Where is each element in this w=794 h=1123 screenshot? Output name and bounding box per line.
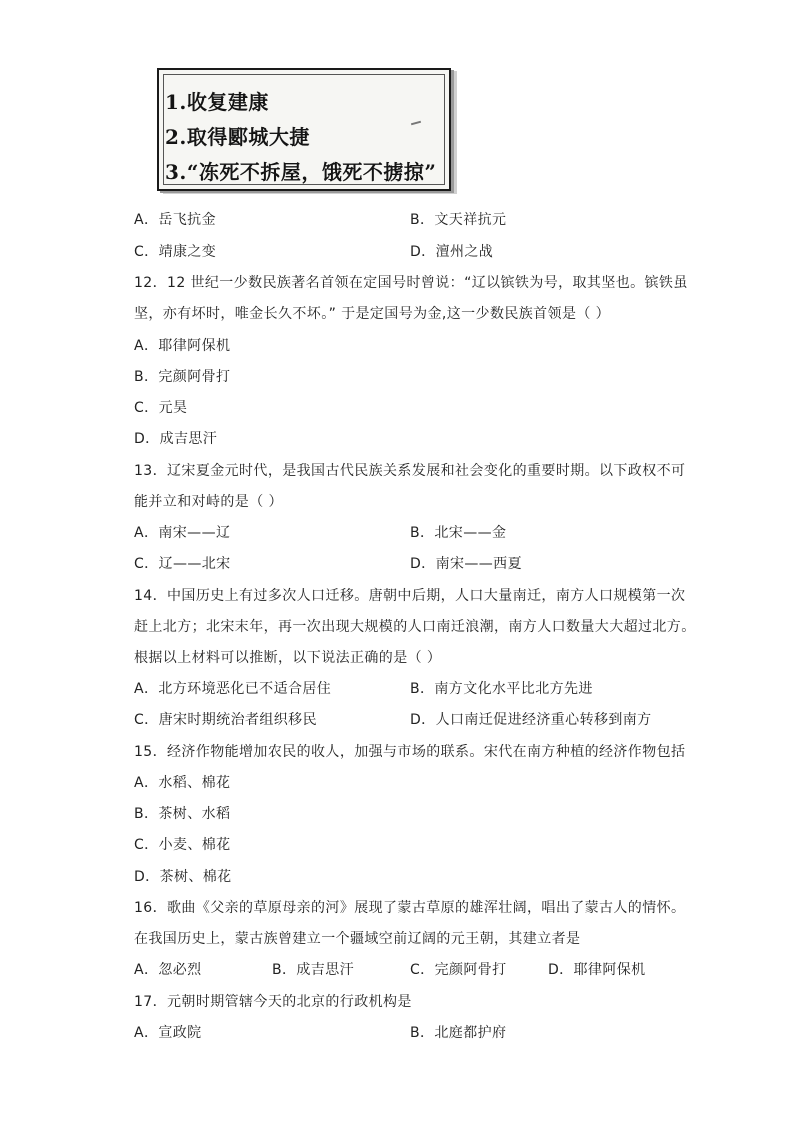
q14-stem-line-1: 14．中国历史上有过多次人口迁移。唐朝中后期，人口大量南迁，南方人口规模第一次 (134, 588, 686, 604)
q13-stem-line-2: 能并立和对峙的是（ ） (134, 494, 283, 510)
q11-option-c[interactable]: C．靖康之变 (134, 244, 217, 260)
q17-stem-line-1: 17．元朝时期管辖今天的北京的行政机构是 (134, 994, 412, 1010)
q14-stem-line-2: 赶上北方；北宋末年，再一次出现大规模的人口南迁浪潮，南方人口数量大大超过北方。 (134, 619, 696, 635)
clue-line-1: 1.收复建康 (165, 90, 269, 114)
q12-option-c[interactable]: C．元昊 (134, 400, 188, 416)
q13-option-b[interactable]: B．北宋——金 (410, 525, 507, 541)
q16-option-d[interactable]: D．耶律阿保机 (548, 962, 646, 978)
q12-option-b[interactable]: B．完颜阿骨打 (134, 369, 231, 385)
q15-stem-line-1: 15．经济作物能增加农民的收人，加强与市场的联系。宋代在南方种植的经济作物包括 (134, 744, 686, 760)
q14-stem-line-3: 根据以上材料可以推断，以下说法正确的是（ ） (134, 650, 442, 666)
q16-stem-line-2: 在我国历史上，蒙古族曾建立一个疆域空前辽阔的元王朝，其建立者是 (134, 931, 581, 947)
q17-option-a[interactable]: A．宣政院 (134, 1025, 202, 1041)
q16-option-c[interactable]: C．完颜阿骨打 (410, 962, 507, 978)
q16-option-a[interactable]: A．忽必烈 (134, 962, 202, 978)
q15-option-c[interactable]: C．小麦、棉花 (134, 837, 231, 853)
q14-option-b[interactable]: B．南方文化水平比北方先进 (410, 681, 593, 697)
q14-option-c[interactable]: C．唐宋时期统治者组织移民 (134, 712, 317, 728)
q15-option-a[interactable]: A．水稻、棉花 (134, 775, 231, 791)
q16-option-b[interactable]: B．成吉思汗 (272, 962, 355, 978)
q13-stem-line-1: 13．辽宋夏金元时代，是我国古代民族关系发展和社会变化的重要时期。以下政权不可 (134, 463, 686, 479)
q11-option-a[interactable]: A．岳飞抗金 (134, 212, 216, 228)
q12-option-d[interactable]: D．成吉思汗 (134, 431, 218, 447)
clue-line-2: 2.取得郾城大捷 (165, 125, 310, 149)
q11-option-b[interactable]: B．文天祥抗元 (410, 212, 507, 228)
q12-option-a[interactable]: A．耶律阿保机 (134, 338, 231, 354)
q14-option-d[interactable]: D．人口南迁促进经济重心转移到南方 (410, 712, 652, 728)
q14-option-a[interactable]: A．北方环境恶化已不适合居住 (134, 681, 332, 697)
clue-image-box (157, 68, 451, 191)
q12-stem-line-1: 12．12 世纪一少数民族著名首领在定国号时曾说：“辽以镔铁为号，取其坚也。镔铁虽 (134, 275, 688, 291)
q16-stem-line-1: 16．歌曲《父亲的草原母亲的河》展现了蒙古草原的雄浑壮阔，唱出了蒙古人的情怀。 (134, 900, 686, 916)
clue-line-3: 3.“冻死不拆屋，饿死不掳掠” (165, 160, 437, 184)
q12-stem-line-2: 坚，亦有坏时，唯金长久不坏。” 于是定国号为金,这一少数民族首领是（ ） (134, 306, 611, 322)
q17-option-b[interactable]: B．北庭都护府 (410, 1025, 507, 1041)
q11-option-d[interactable]: D．澶州之战 (410, 244, 494, 260)
q15-option-d[interactable]: D．茶树、棉花 (134, 869, 232, 885)
q13-option-a[interactable]: A．南宋——辽 (134, 525, 231, 541)
q13-option-c[interactable]: C．辽——北宋 (134, 556, 231, 572)
q13-option-d[interactable]: D．南宋——西夏 (410, 556, 522, 572)
q15-option-b[interactable]: B．茶树、水稻 (134, 806, 231, 822)
